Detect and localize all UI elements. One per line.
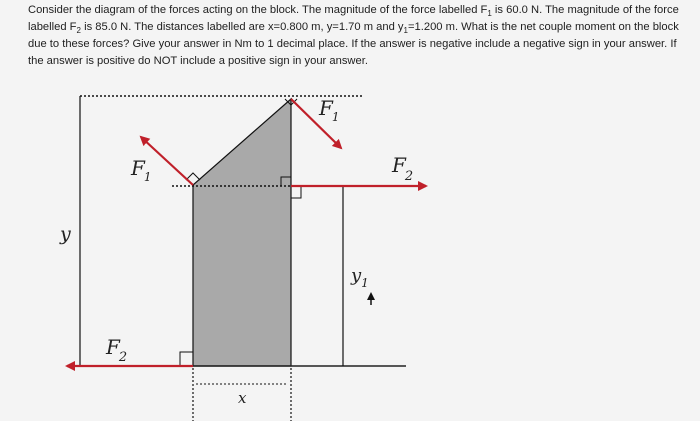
right-angle-bottom <box>180 352 193 366</box>
label-f2-right: F2 <box>392 153 414 184</box>
label-f1-left: F1 <box>131 156 152 184</box>
label-y: y <box>60 223 71 245</box>
right-angle-left-corner <box>186 173 200 180</box>
label-y1: $y_1$ <box>351 265 369 290</box>
label-f2-bottom: F2 <box>106 335 128 365</box>
question-text: Consider the diagram of the forces acting on the block. The magnitude of the force labelled $F_1$ is 60.0 N. The magnitude of the force labelled $F_2$ is 85.0 N. The distances labelled are x=0.800 m, y=1.70 m and $y_1=1.200$ m. What is the net couple moment on the block due to these forces? Give your answer in Nm to 1 decimal place. If the answer is negative include a negative sign in your answer. If the answer is positive do NOT include a positive sign in your answer. <box>28 4 679 67</box>
label-f1-top: F1 <box>319 96 340 124</box>
block <box>193 99 291 366</box>
right-angle-mid-right <box>291 186 301 198</box>
label-x: x <box>238 389 247 407</box>
